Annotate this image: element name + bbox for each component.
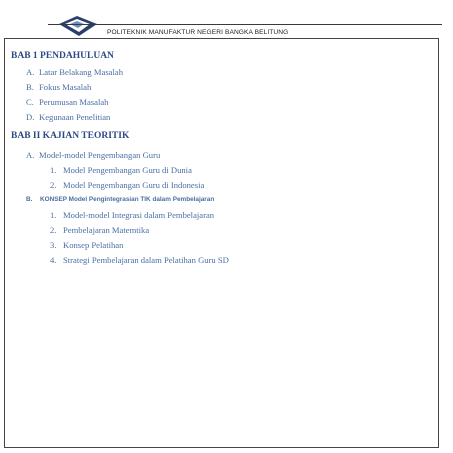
toc-entry: D. Kegunaan Penelitian	[26, 112, 111, 122]
header-rule	[48, 24, 442, 25]
toc-entry: C. Perumusan Masalah	[26, 97, 109, 107]
toc-section-b: B. KONSEP Model Pengintegrasian TIK dalam Pembelajaran	[26, 196, 215, 203]
toc-subentry: 1. Model Pengembangan Guru di Dunia	[50, 165, 192, 175]
toc-subentry: 2. Pembelajaran Matemtika	[50, 225, 150, 235]
toc-section-a: A. Model-model Pengembangan Guru	[26, 150, 161, 160]
bab2-title: BAB II KAJIAN TEORITIK	[11, 131, 130, 141]
toc-subentry: 3. Konsep Pelatihan	[50, 240, 124, 250]
toc-entry: A. Latar Belakang Masalah	[26, 67, 123, 77]
document-header	[57, 14, 437, 40]
polman-logo-icon	[57, 14, 99, 38]
toc-subentry: 4. Strategi Pembelajaran dalam Pelatihan Guru SD	[50, 255, 229, 265]
toc-entry: B. Fokus Masalah	[26, 82, 92, 92]
toc-subentry: 1. Model-model Integrasi dalam Pembelajaran	[50, 210, 215, 220]
toc-subentry: 2. Model Pengembangan Guru di Indonesia	[50, 180, 205, 190]
institution-name: POLITEKNIK MANUFAKTUR NEGERI BANGKA BELITUNG	[107, 29, 289, 36]
bab1-title: BAB 1 PENDAHULUAN	[11, 51, 114, 61]
